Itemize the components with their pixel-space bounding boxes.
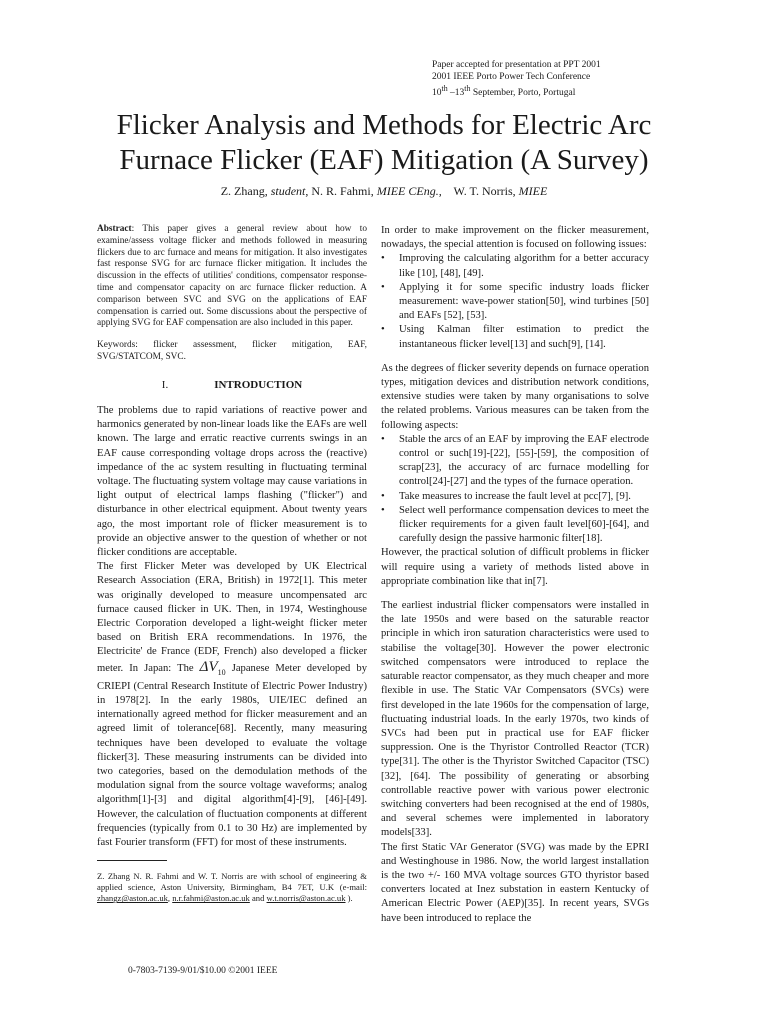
bullet-list-measures xyxy=(381,433,649,547)
right-paragraph-4: The earliest industrial flicker compensators were installed in the late 1950s and were based on the saturable reactor principle in which iron saturation characteristics were used to stabilise the voltage[30]. However the power electronic switched compensators were introduced to replace the saturable reactor compensator, as they much cheaper and more flexible in use. The Static VAr Compensators (SVCs) were first developed in the late 1960s for the compensation of large, fluctuating industrial loads. In the early 1970s, two kinds of SVCs had been put in practical use for EAF flicker suppression. One is the Thyristor Controlled Reactor (TCR) type[31]. The other is the Thyristor Switched Capacitor (TSC)[32], [64]. The possibility of generating or absorbing controllable reactive power with various power electronic switching converters had been recognised at the end of 1980s, and several schemes were implemented in laboratory models[33]. xyxy=(381,600,649,839)
intro-paragraph-1: The problems due to rapid variations of reactive power and harmonics generated by non-linear loads like the EAFs are well known. The large and erratic reactive currents swings in an EAF cause corresponding voltage drops across the (reactive) impedance of the ac system resulting in fluctuating terminal voltage. The fluctuating system voltage may cause variations in light output of electrical lamps flashing ("flicker") and disturbance in other electrical equipment. About twenty years ago, the most important role of flicker measurement is to provide an objective answer to the question of whether or not flicker conditions are acceptable. xyxy=(97,404,367,558)
author-list: Z. Zhang, student, N. R. Fahmi, MIEE CEng., W. T. Norris, MIEE xyxy=(220,184,548,198)
copyright-notice: 0-7803-7139-9/01/$10.00 ©2001 IEEE xyxy=(128,966,278,976)
right-column xyxy=(381,224,649,926)
abstract: Abstract: This paper gives a general review about how to examine/assess voltage flicker and methods followed in measuring flickers due to arc furnace and means for mitigation. It also investigates fast response SVG for arc furnace flicker mitigation. It includes the discussion in the effects of utilities' conditions, compensator response-time and compensator capacity on arc furnace flicker reduction. A comparison between SVC and SVG on the applications of EAF compensation is carried out. Some discussions about the perspective of applying SVG for EAF compensation are also included in this paper. xyxy=(97,224,367,329)
email-link-norris[interactable]: w.t.norris@aston.ac.uk xyxy=(266,893,346,904)
paper-title xyxy=(0,108,768,178)
keywords: Keywords: flicker assessment, flicker mitigation, EAF, SVG/STATCOM, SVC. xyxy=(97,340,367,362)
left-column xyxy=(97,224,367,904)
conference-line-2: 2001 IEEE Porto Power Tech Conference xyxy=(432,71,591,82)
right-paragraph-5: The first Static VAr Generator (SVG) was made by the EPRI and Westinghouse in 1986. Now, the world largest installation is the two +/- 160 MVA voltage sources GTO thyristor based converters located at Inez substation in eastern Kentucky of American Electric Power (AEP)[35]. In recent years, SVGs have been introduced to replace the xyxy=(381,841,649,924)
delta-v10-symbol: $\Delta V_{10}$ xyxy=(199,658,226,677)
right-intro: In order to make improvement on the flicker measurement, nowadays, the special attention is focused on following issues: xyxy=(381,225,649,251)
list-item: • Using Kalman filter estimation to predict the instantaneous flicker level[13] and such[9], [14]. xyxy=(381,323,649,351)
footnote-divider xyxy=(97,860,167,861)
right-paragraph-2: As the degrees of flicker severity depends on furnace operation types, mitigation devices and distribution network conditions, extensive studies were taken by many organisations to solve the related problems. Various measures can be taken from the following aspects: xyxy=(381,362,649,431)
list-item: • Take measures to increase the fault level at pcc[7], [9]. xyxy=(381,490,649,504)
section-heading-introduction: I. INTRODUCTION xyxy=(161,378,303,391)
email-link-zhang[interactable]: zhangz@aston.ac.uk xyxy=(97,893,168,904)
right-paragraph-3: However, the practical solution of difficult problems in flicker will require using a variety of methods listed above in appropriate combination like that in[7]. xyxy=(381,547,649,587)
list-item: • Improving the calculating algorithm for a better accuracy like [10], [48], [49]. xyxy=(381,252,649,280)
title-line-1: Flicker Analysis and Methods for Electric Arc xyxy=(116,109,652,141)
author-footnote: Z. Zhang N. R. Fahmi and W. T. Norris are with school of engineering & applied science, Aston University, Birmingham, B4 7ET, U.K (e-mail: zhangz@aston.ac.uk, n.r.fahmi@aston.ac.uk and w.t.norris@aston.ac.uk ). xyxy=(97,871,367,904)
list-item: • Select well performance compensation devices to meet the flicker requirements for a given fault level[60]-[64], and carefully design the passive harmonic filter[18]. xyxy=(381,504,649,547)
title-line-2: Furnace Flicker (EAF) Mitigation (A Survey) xyxy=(119,144,649,176)
email-link-fahmi[interactable]: n.r.fahmi@aston.ac.uk xyxy=(172,893,250,904)
bullet-list-measurement xyxy=(381,252,649,351)
conference-line-1: Paper accepted for presentation at PPT 2001 xyxy=(432,60,601,70)
list-item: • Applying it for some specific industry loads flicker measurement: wave-power station[50], wind turbines [50] and EAFs [52], [53]. xyxy=(381,281,649,324)
intro-paragraph-2: The first Flicker Meter was developed by UK Electrical Research Association (ERA, British) in 1972[1]. This meter was originally developed to measure uncompensated arc furnace caused flicker in UK. Then, in 1974, Westinghouse Electric Corporation developed a light-weight flicker meter based on British ERA recommendations. In 1976, the Electricite' de France (EDF, French) also developed a flicker meter. In Japan: The $\Delta V_{10}$ Japanese Meter developed by CRIEPI (Central Research Institute of Electric Power Industry) in 1978[2]. In the early 1980s, UIE/IEC defined an internationally agreed method for flicker measurement and an agreed limit of tolerance[68]. Recently, many measuring techniques have been developed to evaluate the voltage flicker[3]. These measuring instruments can be divided into two categories, based on the demodulation methods of the modulation signal from the source voltage waveforms; analog algorithm[1]-[3] and digital algorithm[4]-[9], [46]-[49]. However, the calculation of fluctuation components at different frequencies (typically from 0.1 to 30 Hz) are implemented by fast Fourier transform (FFT) for most of these instruments. xyxy=(97,561,367,849)
list-item: • Stable the arcs of an EAF by improving the EAF electrode control or such[19]-[22], [55]-[59], the composition of scrap[23], the accuracy of arc furnace modelling for control[24]-[27] and the types of the furnace operation. xyxy=(381,433,649,490)
conference-info xyxy=(432,60,601,100)
conference-line-3: 10th –13th September, Porto, Portugal xyxy=(432,84,576,99)
